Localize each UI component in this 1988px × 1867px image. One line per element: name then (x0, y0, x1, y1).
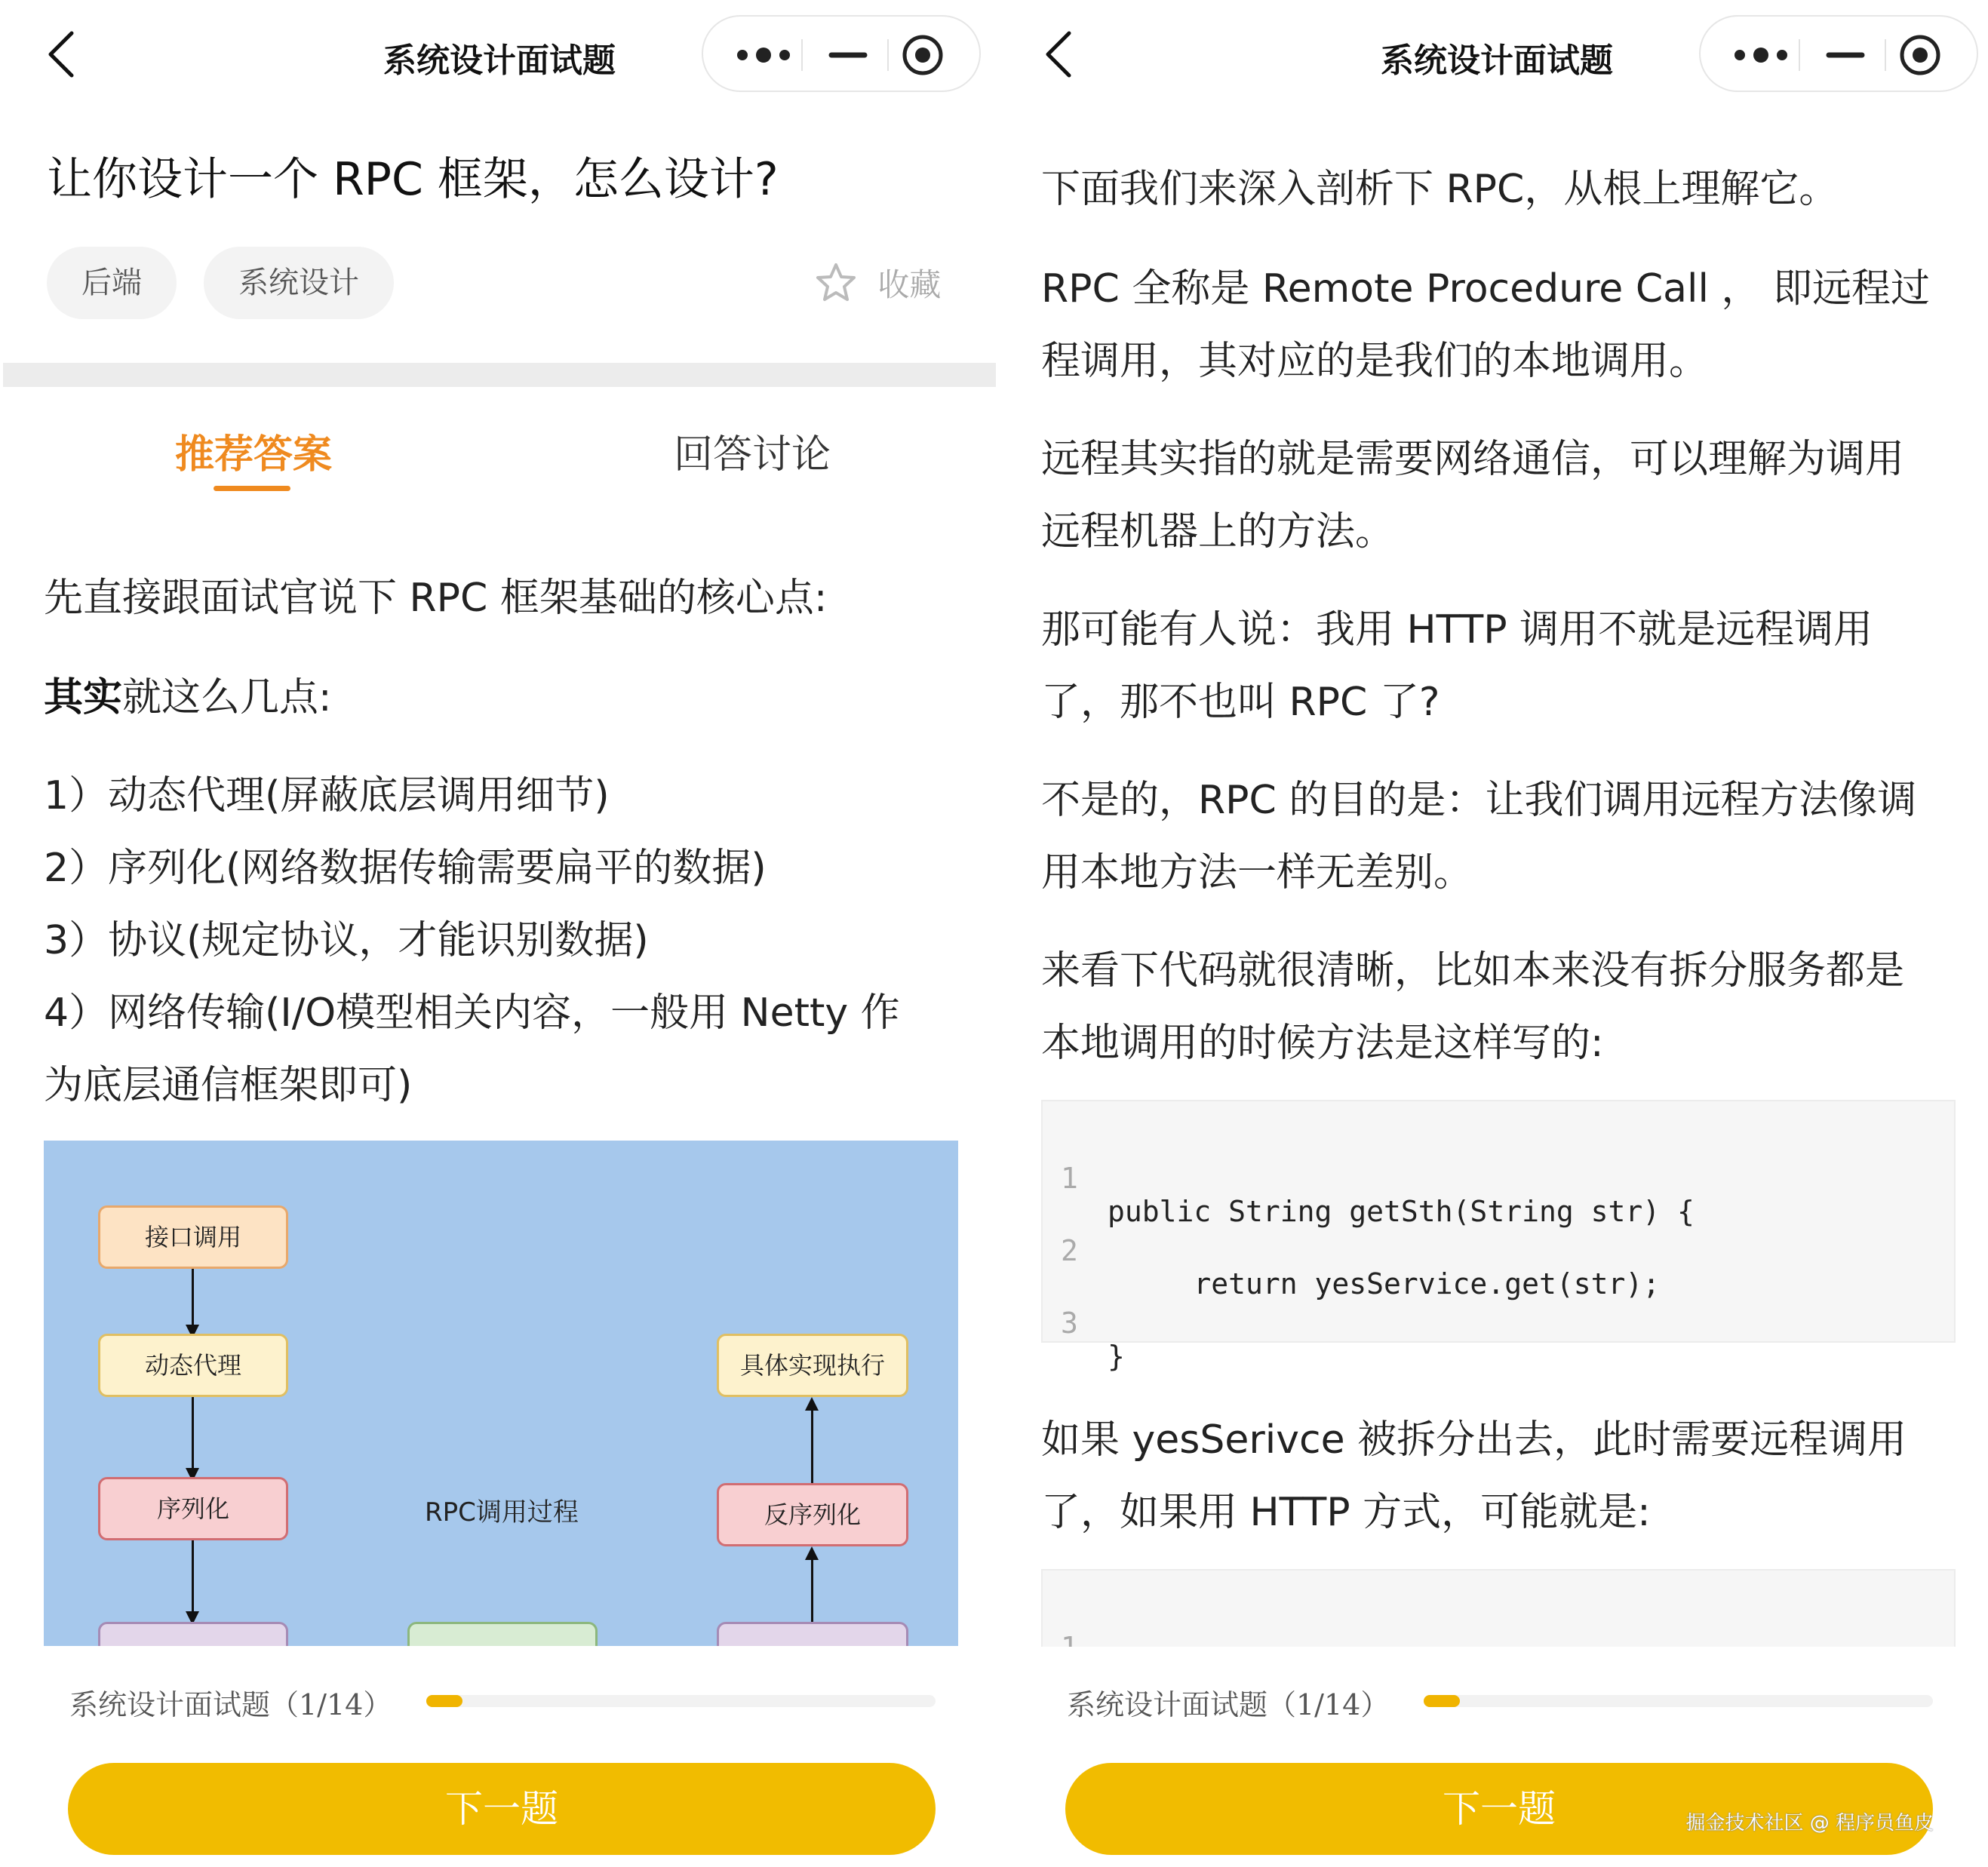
node-interface-call: 接口调用 (98, 1205, 288, 1269)
point-item: 3）协议(规定协议，才能识别数据) (44, 918, 649, 963)
paragraph-line: 本地调用的时候方法是这样写的: (1041, 1021, 1604, 1066)
tag-backend[interactable]: 后端 (47, 247, 177, 319)
paragraph-line: 用本地方法一样无差别。 (1041, 850, 1473, 895)
connector-line (811, 1409, 813, 1483)
close-target-icon[interactable] (1898, 33, 1942, 77)
intro-text: 先直接跟面试官说下 RPC 框架基础的核心点: (44, 576, 828, 621)
section-divider (3, 363, 996, 387)
connector-line (192, 1540, 194, 1613)
paragraph-line: 不是的，RPC 的目的是：让我们调用远程方法像调 (1041, 778, 1917, 823)
favorite-button[interactable] (815, 260, 941, 313)
connector-line (192, 1397, 194, 1469)
progress-fill (426, 1695, 462, 1707)
tag-system-design[interactable]: 系统设计 (204, 247, 394, 319)
code-text: return yesService.get(str); (1108, 1267, 1661, 1300)
node-protocol-encode (98, 1622, 288, 1646)
connector-line (811, 1558, 813, 1622)
capsule-separator (801, 39, 803, 71)
watermark: 掘金技术社区 @ 程序员鱼皮 (1685, 1812, 1934, 1835)
code-line (1043, 1598, 1146, 1643)
paragraph-line: 远程其实指的就是需要网络通信，可以理解为调用 (1041, 437, 1905, 482)
mini-program-capsule (1699, 15, 1978, 92)
summary-rest: 就这么几点: (122, 675, 332, 720)
paragraph-line: 远程机器上的方法。 (1041, 509, 1395, 554)
next-question-button[interactable]: 下一题 (68, 1763, 936, 1855)
paragraph-line: 程调用，其对应的是我们的本地调用。 (1041, 339, 1709, 384)
node-dynamic-proxy: 动态代理 (98, 1334, 288, 1397)
tab-discussion[interactable]: 回答讨论 (674, 432, 831, 477)
node-deserialization: 反序列化 (717, 1483, 908, 1546)
line-number: 1 (1061, 1162, 1078, 1195)
mini-program-capsule (702, 15, 981, 92)
right-screen (997, 0, 1988, 1867)
capsule-separator (1799, 39, 1800, 71)
point-item: 4）网络传输(I/O模型相关内容，一般用 Netty 作 (44, 990, 900, 1036)
bottom-bar (0, 1647, 996, 1867)
close-target-icon[interactable] (901, 33, 945, 77)
point-item-continued: 为底层通信框架即可) (44, 1063, 413, 1108)
progress-fill (1424, 1695, 1460, 1707)
minimize-icon[interactable] (1823, 40, 1868, 70)
paragraph-line: 下面我们来深入剖析下 RPC，从根上理解它。 (1041, 167, 1839, 212)
rpc-flow-diagram (44, 1141, 958, 1646)
paragraph-line: RPC 全称是 Remote Procedure Call ， 即远程过 (1041, 266, 1930, 312)
capsule-separator (887, 39, 889, 71)
code-text: } (1108, 1340, 1125, 1373)
paragraph-line: 来看下代码就很清晰，比如本来没有拆分服务都是 (1041, 948, 1905, 993)
summary-text (44, 665, 332, 722)
node-protocol-decode (717, 1622, 908, 1646)
node-serialization: 序列化 (98, 1477, 288, 1540)
nav-title: 系统设计面试题 (1381, 41, 1613, 80)
paragraph-line: 了，如果用 HTTP 方式，可能就是: (1041, 1490, 1651, 1535)
summary-bold: 其实 (44, 675, 123, 720)
paragraph-line: 如果 yesSerivce 被拆分出去，此时需要远程调用 (1041, 1417, 1907, 1463)
active-tab-indicator (214, 486, 290, 491)
next-question-button[interactable]: 下一题 (1065, 1763, 1933, 1855)
connector-line (192, 1269, 194, 1326)
capsule-separator (1885, 39, 1886, 71)
point-item: 1）动态代理(屏蔽底层调用细节) (44, 773, 610, 818)
more-dots-icon[interactable] (1728, 40, 1796, 70)
progress-bar (1424, 1695, 1933, 1707)
progress-label: 系统设计面试题（1/14） (1067, 1688, 1390, 1721)
question-title: 让你设计一个 RPC 框架，怎么设计? (47, 153, 779, 206)
node-network-transfer (407, 1622, 598, 1646)
paragraph-line: 那可能有人说：我用 HTTP 调用不就是远程调用 (1041, 607, 1873, 653)
progress-bar (426, 1695, 936, 1707)
code-text: public String getSth(String str) { (1108, 1195, 1695, 1228)
more-dots-icon[interactable] (730, 40, 798, 70)
back-chevron-icon[interactable] (41, 27, 87, 81)
tab-recommended-answer[interactable]: 推荐答案 (175, 432, 333, 477)
star-icon (815, 262, 857, 304)
line-number: 3 (1061, 1307, 1078, 1340)
line-number: 2 (1061, 1234, 1078, 1267)
back-chevron-icon[interactable] (1039, 27, 1084, 81)
code-line (1043, 1128, 1695, 1228)
nav-bar (997, 0, 1988, 113)
code-line (1043, 1273, 1146, 1373)
nav-title: 系统设计面试题 (383, 41, 616, 80)
code-block-local (1041, 1100, 1956, 1373)
paragraph-line: 了，那不也叫 RPC 了? (1041, 680, 1440, 725)
diagram-center-label: RPC调用过程 (425, 1497, 579, 1528)
minimize-icon[interactable] (825, 40, 871, 70)
point-item: 2）序列化(网络数据传输需要扁平的数据) (44, 846, 767, 891)
node-concrete-execution: 具体实现执行 (717, 1334, 908, 1397)
nav-bar (0, 0, 996, 113)
progress-label: 系统设计面试题（1/14） (69, 1688, 392, 1721)
favorite-label: 收藏 (877, 266, 942, 303)
